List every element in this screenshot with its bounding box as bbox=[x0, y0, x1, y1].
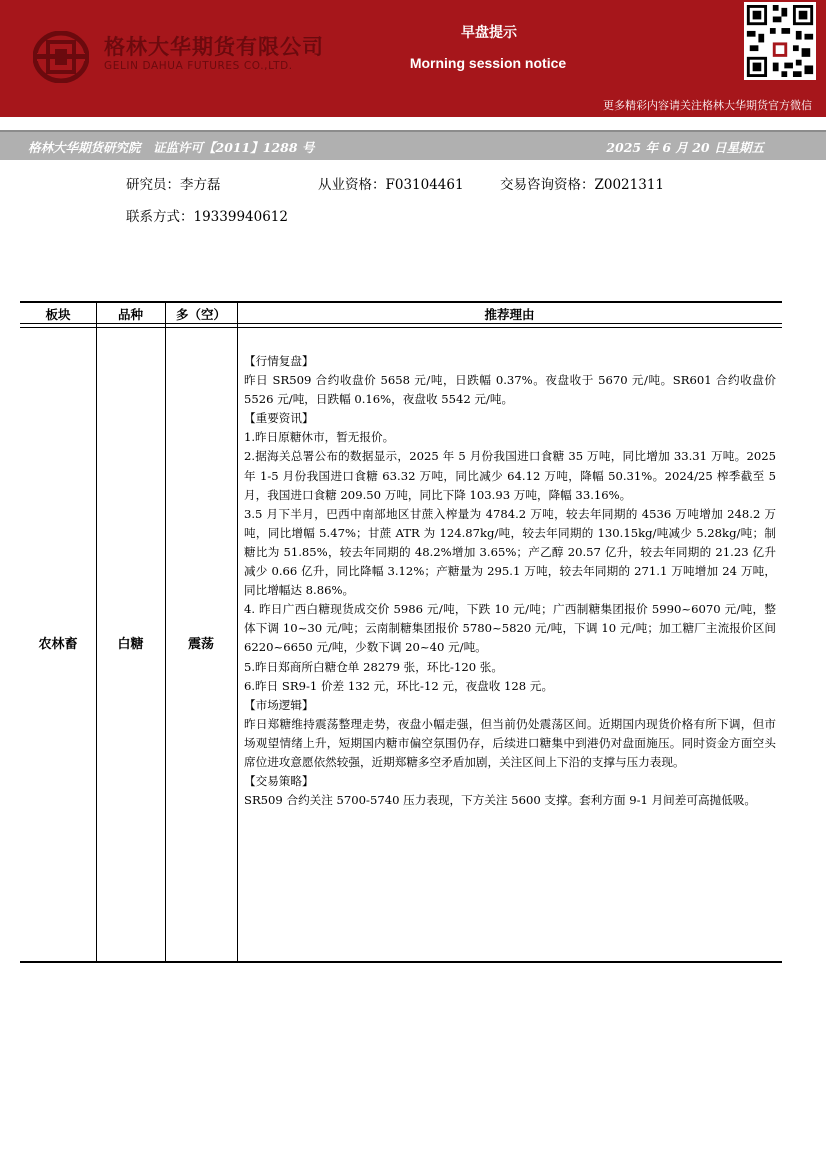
paragraph: 5.昨日郑商所白糖仓单 28279 张，环比-120 张。 bbox=[244, 659, 503, 674]
report-title-cn: 早盘提示 bbox=[461, 25, 517, 41]
reason-cell bbox=[244, 352, 776, 810]
header-banner bbox=[0, 0, 826, 117]
subheader-bar bbox=[0, 130, 826, 160]
consult-qualification: 交易咨询资格：Z0021311 bbox=[500, 177, 665, 193]
report-title-en: Morning session notice bbox=[409, 55, 567, 71]
company-logo-icon bbox=[33, 31, 89, 83]
paragraph: 6.昨日 SR9-1 价差 132 元，环比-12 元，夜盘收 128 元。 bbox=[244, 678, 554, 693]
section-heading: 【市场逻辑】 bbox=[244, 697, 314, 712]
paragraph: 1.昨日原糖休市，暂无报价。 bbox=[244, 430, 395, 445]
paragraph: SR509 合约关注 5700-5740 压力表现，下方关注 5600 支撑。套利方面 9-1 月间差可高抛低吸。 bbox=[244, 793, 756, 808]
follow-wechat-text: 更多精彩内容请关注格林大华期货官方微信 bbox=[603, 99, 812, 112]
wechat-qr-code-icon[interactable] bbox=[744, 2, 816, 80]
sector-cell: 农林畜 bbox=[38, 637, 78, 652]
section-heading: 【交易策略】 bbox=[244, 774, 314, 789]
researcher-name: 研究员：李方磊 bbox=[126, 177, 221, 193]
paragraph: 2.据海关总署公布的数据显示，2025 年 5 月份我国进口食糖 35 万吨，同比增加 33.31 万吨。2025 年 1-5 月份我国进口食糖 63.32 万吨，同比减少 64.12 万吨，降幅 50.31%。2024/25 榨季截至 5 月，我国进口食糖 209.50 万吨，同比下降 103.93 万吨，降幅 33.16%。 bbox=[244, 449, 776, 502]
section-heading: 【行情复盘】 bbox=[244, 354, 314, 368]
paragraph: 昨日 SR509 合约收盘价 5658 元/吨，日跌幅 0.37%。夜盘收于 5670 元/吨。SR601 合约收盘价 5526 元/吨，日跌幅 0.16%，夜盘收 5542 元/吨。 bbox=[244, 373, 776, 407]
header-sector: 板块 bbox=[45, 307, 71, 322]
contact-info: 联系方式：19339940612 bbox=[126, 209, 288, 225]
company-name-en: GELIN DAHUA FUTURES CO.,LTD. bbox=[104, 60, 293, 72]
header-variety: 品种 bbox=[117, 307, 143, 322]
paragraph: 4. 昨日广西白糖现货成交价 5986 元/吨，下跌 10 元/吨；广西制糖集团报价 5990~6070 元/吨，整体下调 10~30 元/吨；云南制糖集团报价 5780~5820 元/吨，下调 10 元/吨；加工糖厂主流报价区间 6220~6650 元/吨，少数下调 20~40 元/吨。 bbox=[244, 602, 776, 655]
section-heading: 【重要资讯】 bbox=[244, 411, 314, 426]
paragraph: 昨日郑糖维持震荡整理走势，夜盘小幅走强，但当前仍处震荡区间。近期国内现货价格有所下调，但市场观望情绪上升，短期国内糖市偏空氛围仍存，后续进口糖集中到港仍对盘面施压。同时资金方面空头席位进攻意愿依然较强，近期郑糖多空矛盾加剧，关注区间上下沿的支撑与压力表现。 bbox=[244, 716, 776, 769]
report-date: 2025 年 6 月 20 日星期五 bbox=[606, 140, 764, 155]
company-name-cn: 格林大华期货有限公司 bbox=[104, 35, 324, 59]
practice-qualification: 从业资格：F03104461 bbox=[318, 177, 464, 193]
paragraph: 3.5 月下半月，巴西中南部地区甘蔗入榨量为 4784.2 万吨，较去年同期的 4536 万吨增加 248.2 万吨，同比增幅 5.47%；甘蔗 ATR 为 124.87kg/吨，较去年同期的 130.15kg/吨减少 5.28kg/吨；制糖比为 51.85%，较去年同期的 48.2%增加 3.65%；产乙醇 20.57 亿升，较去年同期的 21.23 亿升减少 0.66 亿升，同比降幅 3.12%；产糖量为 295.1 万吨，较去年同期的 271.1 万吨增加 24 万吨，同比增幅达 8.86%。 bbox=[244, 506, 776, 598]
header-reason: 推荐理由 bbox=[484, 307, 535, 322]
institute-license: 格林大华期货研究院 证监许可【2011】1288 号 bbox=[28, 140, 315, 155]
header-direction: 多（空） bbox=[175, 307, 226, 322]
direction-cell: 震荡 bbox=[187, 637, 214, 652]
recommendation-table bbox=[20, 301, 782, 963]
variety-cell: 白糖 bbox=[117, 637, 144, 652]
